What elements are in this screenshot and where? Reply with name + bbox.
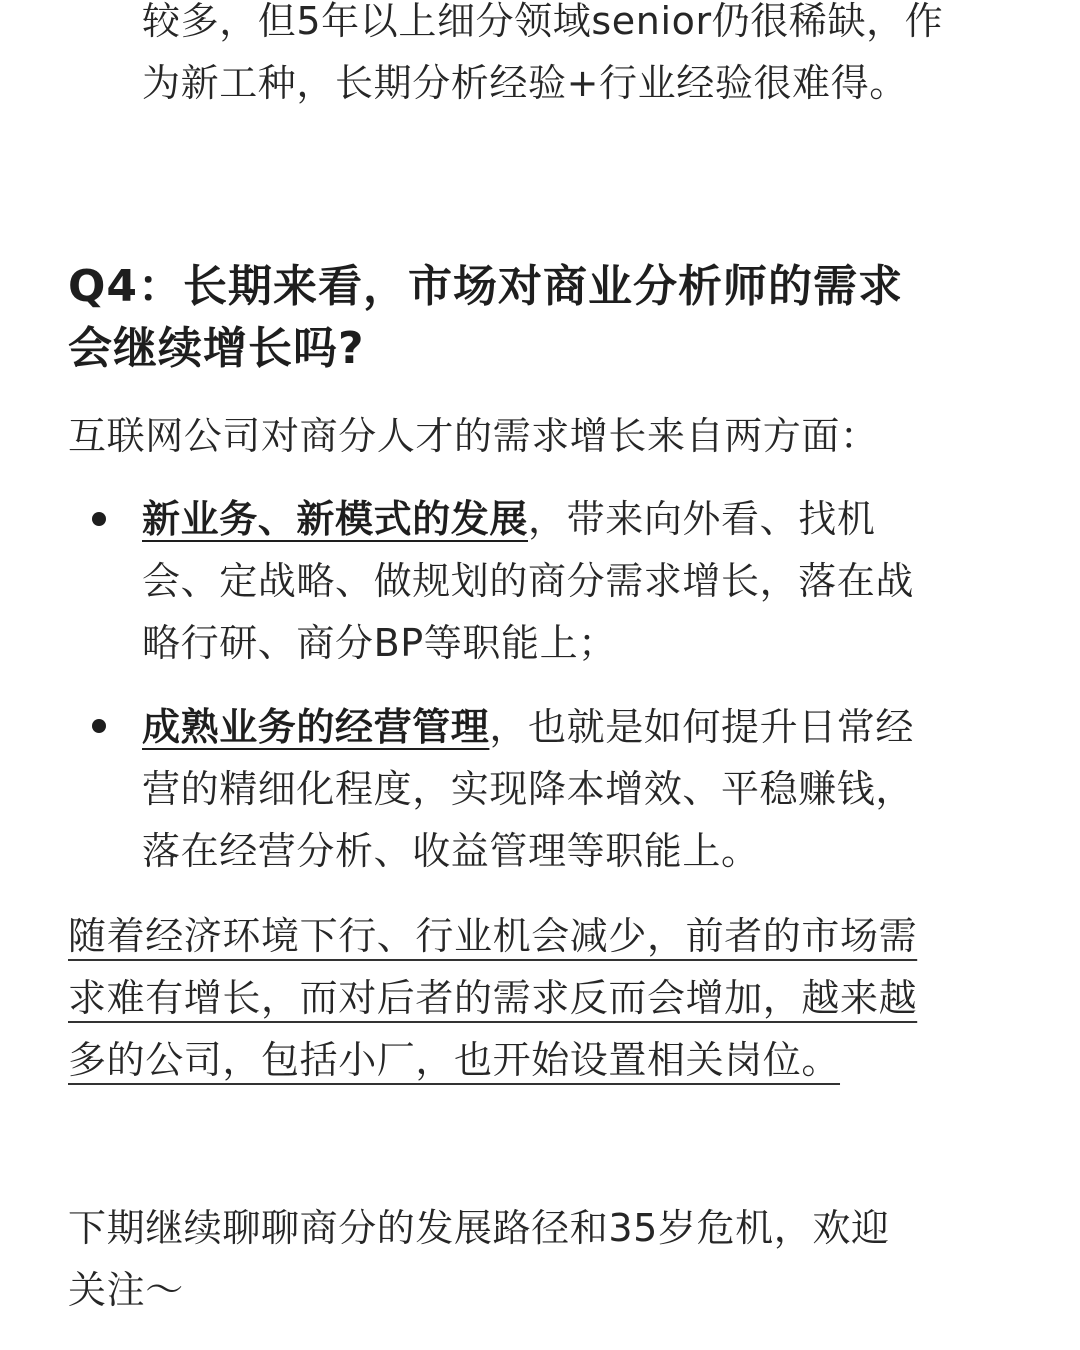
underlined-paragraph: [68, 905, 917, 1091]
q4-heading: [68, 256, 903, 380]
bullet-1-line-1: [142, 488, 914, 550]
bullet-dot-1: [92, 512, 106, 526]
outro-line-1: 下期继续聊聊商分的发展路径和35岁危机，欢迎: [68, 1206, 890, 1250]
q4-lead: [68, 405, 879, 467]
underlined-line-1: 随着经济环境下行、行业机会减少，前者的市场需: [68, 914, 918, 958]
underlined-line-2: 求难有增长，而对后者的需求反而会增加，越来越: [68, 976, 918, 1020]
q4-heading-line-2: 会继续增长吗?: [68, 323, 365, 374]
outro-line-2: 关注～: [68, 1268, 184, 1312]
outro-paragraph: [68, 1197, 890, 1321]
bullet-1-rest: ，带来向外看、找机: [528, 497, 876, 541]
bullet-dot-2: [92, 719, 106, 733]
intro-paragraph: [142, 0, 943, 114]
bullet-item-2: [142, 696, 914, 882]
bullet-2-line-1: [142, 696, 914, 758]
bullet-2-bold: 成熟业务的经营管理: [142, 705, 490, 749]
bullet-1-line-2: 会、定战略、做规划的商分需求增长，落在战: [142, 559, 915, 603]
bullet-2-line-2: 营的精细化程度，实现降本增效、平稳赚钱，: [142, 767, 915, 811]
q4-heading-line-1: Q4：长期来看，市场对商业分析师的需求: [68, 261, 904, 312]
bullet-2-rest: ，也就是如何提升日常经: [489, 705, 915, 749]
bullet-1-line-3: 略行研、商分BP等职能上；: [142, 621, 617, 665]
underlined-line-3: 多的公司，包括小厂，也开始设置相关岗位。: [68, 1038, 841, 1082]
intro-line-2: 为新工种，长期分析经验+行业经验很难得。: [142, 61, 908, 105]
bullet-2-line-3: 落在经营分析、收益管理等职能上。: [142, 829, 760, 873]
bullet-item-1: [142, 488, 914, 674]
bullet-1-bold: 新业务、新模式的发展: [142, 497, 529, 541]
intro-line-1: 较多，但5年以上细分领域senior仍很稀缺，作: [142, 0, 944, 43]
q4-lead-text: 互联网公司对商分人才的需求增长来自两方面：: [68, 414, 879, 458]
